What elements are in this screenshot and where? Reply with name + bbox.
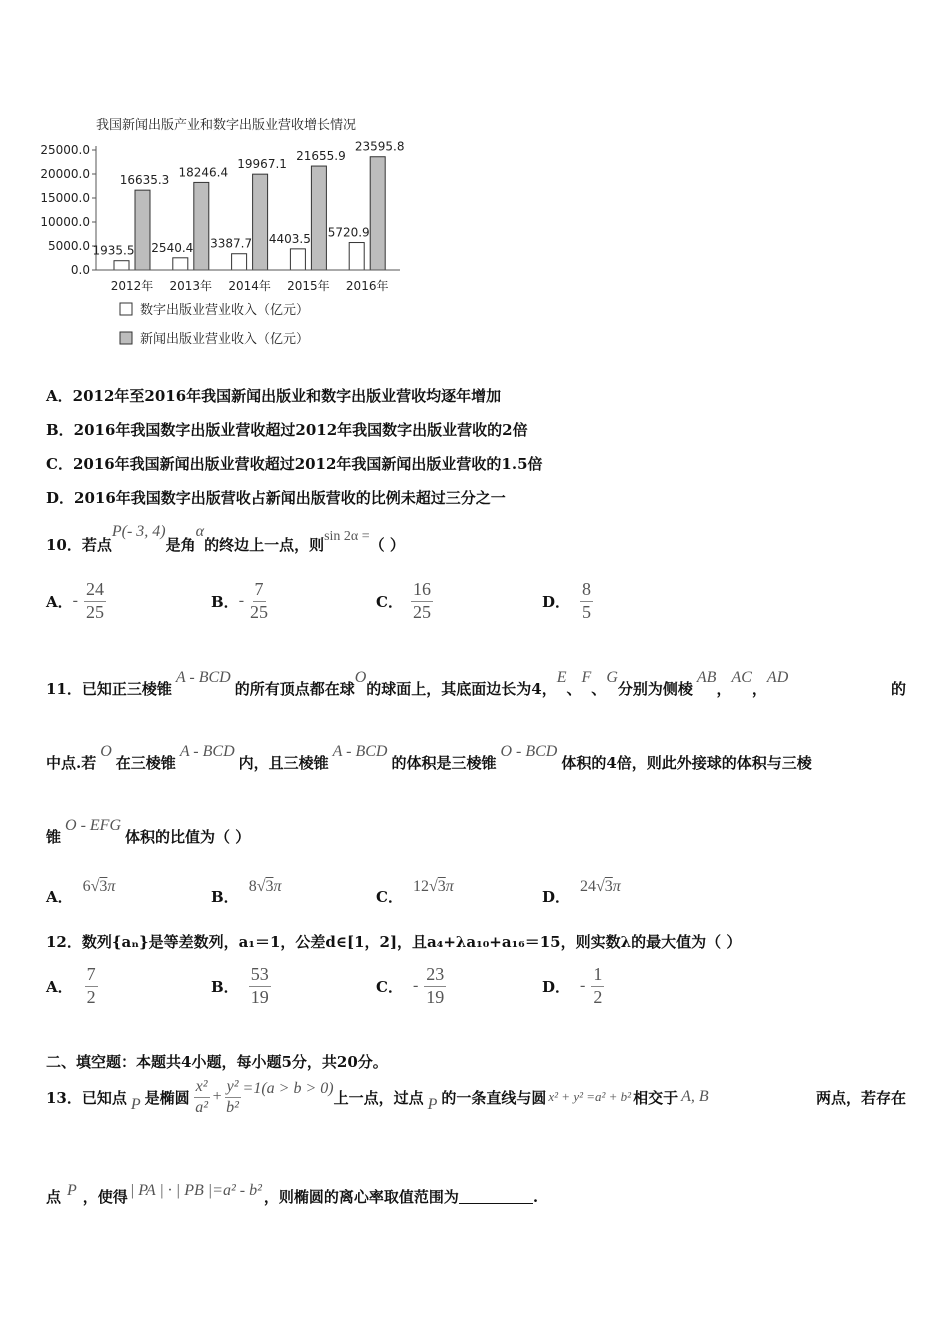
q11-option-b-pi: π [273, 877, 282, 895]
q10-option-b-den: 25 [250, 601, 269, 622]
q10-option-b-fraction [250, 580, 268, 623]
q11-ac: AC [731, 669, 752, 686]
q12-option-d-sign: - [580, 977, 586, 995]
bar [232, 254, 247, 270]
bar-value-label: 3387.7 [210, 236, 253, 251]
q10-expr: sin 2α = [324, 529, 370, 544]
bar [311, 166, 326, 270]
q11-option-d [542, 876, 621, 906]
q13-frac-y [225, 1078, 241, 1116]
q12-option-b-fraction [249, 965, 271, 1008]
legend-label-digital: 数字出版业营业收入（亿元） [140, 303, 310, 318]
bar-chart [40, 110, 420, 355]
y-tick-label: 15000.0 [40, 191, 90, 205]
q12-option-c-fraction [424, 965, 446, 1008]
bar [290, 249, 305, 270]
q12-option-a-num: 7 [85, 965, 98, 987]
q11-sep2: 、 [591, 680, 607, 698]
q12-option-c-label: C． [376, 977, 403, 996]
q11-option-a-pi: π [107, 877, 116, 895]
q11-l2-t4: 的体积是三棱锥 [391, 754, 497, 772]
q10-option-c-num: 16 [411, 580, 433, 602]
q10-option-d [542, 580, 593, 623]
q13-l2-t1: 点 [46, 1188, 62, 1206]
q11-ad: AD [766, 669, 789, 686]
q10-stem [46, 523, 405, 555]
legend-swatch-digital [120, 303, 132, 315]
bar [194, 182, 209, 270]
bar-value-label: 4403.5 [268, 231, 311, 246]
q11-line-3 [46, 817, 251, 847]
q12-option-d [542, 965, 604, 1008]
q11-option-a-label: A． [46, 888, 73, 906]
q10-option-b-sign: - [238, 592, 245, 610]
q12-option-c-den: 19 [426, 986, 445, 1007]
q11-option-d-pi: π [612, 877, 621, 895]
q13-t2: 是椭圆 [144, 1088, 190, 1107]
q11-option-b-label: B． [211, 888, 239, 906]
q13-p2: P [427, 1096, 438, 1114]
bars [93, 140, 405, 270]
q13-l2-t2: ，使得 [82, 1188, 128, 1206]
q12-option-b-num: 53 [249, 965, 271, 987]
q11-option-c-coef: 12 [412, 877, 429, 895]
q11-option-b-coef: 8 [248, 877, 257, 895]
q11-option-d-rad: 3 [604, 877, 613, 895]
bar [135, 190, 150, 270]
y-tick-label: 0.0 [70, 263, 90, 277]
q10-option-a-fraction [84, 580, 106, 623]
q11-l2-t1: 中点.若 [46, 754, 97, 772]
legend-swatch-news [120, 332, 132, 344]
q11-option-a-rad: 3 [99, 877, 108, 895]
q11-t4: 分别为侧棱 [617, 680, 693, 698]
q10-option-c [376, 580, 433, 623]
q13-t4: 的一条直线与圆 [441, 1088, 547, 1107]
answer-blank[interactable] [459, 1189, 533, 1204]
q13-t1: 13．已知点 [46, 1088, 127, 1107]
q11-l2-obcd: O - BCD [500, 743, 558, 760]
q12-option-a-den: 2 [86, 986, 96, 1007]
bar [349, 243, 364, 270]
q11-ab: AB [696, 669, 717, 686]
q11-comma2: ， [751, 680, 767, 698]
q10-option-b-label: B． [211, 592, 239, 611]
chart-title: 我国新闻出版产业和数字出版业营收增长情况 [96, 118, 357, 133]
q11-l3-t1: 锥 [46, 828, 62, 846]
q11-option-a-coef: 6 [82, 877, 91, 895]
q11-t2: 的所有顶点都在球 [234, 680, 355, 698]
q11-pyramid: A - BCD [175, 669, 231, 686]
q12-option-a-fraction [85, 965, 98, 1008]
q11-sphere: O [354, 669, 367, 686]
legend [120, 302, 309, 347]
q10-option-b [211, 580, 268, 623]
bar-value-label: 23595.8 [354, 139, 405, 154]
q12-option-b [211, 965, 271, 1008]
q10-option-c-label: C． [376, 592, 403, 611]
q11-option-c-pi: π [445, 877, 454, 895]
q11-l2-abcd2: A - BCD [332, 743, 388, 760]
y-tick-label: 20000.0 [40, 167, 90, 181]
y-axis [40, 143, 96, 277]
q10-option-c-fraction [411, 580, 433, 623]
q13-frac-x-den: a² [195, 1098, 209, 1116]
q11-l2-t5: 体积的4倍，则此外接球的体积与三棱 [561, 754, 812, 772]
bar-value-label: 1935.5 [92, 243, 135, 258]
q11-l2-t2: 在三棱锥 [115, 754, 176, 772]
q13-frac-x [194, 1078, 210, 1116]
q13-p: P [130, 1096, 141, 1114]
q10-option-a [46, 580, 106, 623]
section-heading: 二、填空题：本题共4小题，每小题5分，共20分。 [46, 1053, 388, 1071]
q11-l2-abcd: A - BCD [179, 743, 235, 760]
q10-point: P(- 3, 4) [111, 523, 166, 540]
q13-l2-expr: | PA | · | PB |=a² - b² [129, 1181, 262, 1199]
y-tick-label: 25000.0 [40, 143, 90, 157]
q12-option-d-den: 2 [593, 986, 603, 1007]
bar-value-label: 2540.4 [151, 240, 194, 255]
q13-frac-x-num: x² [194, 1078, 210, 1098]
bar [173, 258, 188, 270]
q13-cond: =1(a > b > 0) [242, 1080, 334, 1098]
q13-l2-t3: ，则椭圆的离心率取值范围为 [263, 1188, 459, 1206]
q13-l2-end: . [532, 1187, 539, 1206]
q11-option-c-rad: 3 [437, 877, 446, 895]
q11-option-a [46, 876, 116, 906]
q10-option-a-sign: - [72, 592, 78, 610]
q9-option-a: A．2012年至2016年我国新闻出版业和数字出版业营收均逐年增加 [46, 387, 502, 405]
q13-line-2 [46, 1181, 539, 1207]
q11-comma1: ， [716, 680, 732, 698]
q11-option-b-rad: 3 [265, 877, 274, 895]
q11-line-2 [46, 743, 906, 773]
q10-mid2: 的终边上一点，则 [204, 536, 325, 554]
x-tick-label: 2015年 [287, 279, 330, 293]
x-axis [96, 270, 400, 293]
q12-option-b-label: B． [211, 977, 239, 996]
q10-option-c-den: 25 [412, 601, 431, 622]
q10-option-d-num: 8 [580, 580, 593, 602]
q11-e: E [556, 669, 567, 686]
q10-option-a-den: 25 [85, 601, 104, 622]
q13-plus: + [212, 1088, 222, 1106]
bar [114, 261, 129, 270]
q11-sep1: 、 [566, 680, 582, 698]
q12-option-a-label: A． [46, 977, 73, 996]
bar [370, 157, 385, 270]
q12-stem: 12．数列{aₙ}是等差数列，a₁＝1，公差d∈[1，2]，且a₄+λa₁₀+a₁₆＝15，则实数λ的最大值为（ ） [46, 933, 742, 951]
q12-option-a [46, 965, 98, 1008]
q13-frac-y-den: b² [226, 1098, 239, 1116]
q11-g: G [606, 669, 618, 686]
q11-t5: 的 [890, 680, 906, 698]
q11-line-1 [46, 669, 906, 699]
q11-l3-t2: 体积的比值为（ ） [125, 828, 251, 846]
y-tick-label: 10000.0 [40, 215, 90, 229]
q10-mid1: 是角 [165, 536, 196, 554]
bar-value-label: 16635.3 [119, 173, 170, 188]
x-tick-label: 2013年 [169, 279, 213, 293]
q11-option-d-value: 24√3π [580, 877, 621, 895]
q10-option-d-fraction [580, 580, 593, 623]
q12-option-d-num: 1 [591, 965, 604, 987]
q12-option-c [376, 965, 446, 1008]
legend-label-news: 新闻出版业营业收入（亿元） [140, 332, 310, 347]
q10-prefix: 10．若点 [46, 536, 112, 554]
q9-option-b: B．2016年我国数字出版业营收超过2012年我国数字出版业营收的2倍 [46, 421, 528, 439]
q12-option-d-label: D． [542, 977, 571, 996]
q11-option-a-value: 6√3π [82, 877, 116, 895]
q13-t6: 两点，若存在 [815, 1088, 906, 1107]
q13-t5: 相交于 [633, 1088, 679, 1107]
q13-circle: x² + y² =a² + b² [548, 1089, 632, 1105]
q11-t1: 11．已知正三棱锥 [46, 680, 172, 698]
q11-option-c-label: C． [376, 888, 403, 906]
x-tick-label: 2014年 [228, 279, 271, 293]
q12-option-b-den: 19 [250, 986, 269, 1007]
q13-t3: 上一点，过点 [333, 1088, 424, 1107]
q12-option-d-fraction [591, 965, 604, 1008]
q13-frac-y-num: y² [225, 1078, 241, 1098]
bar [253, 174, 268, 270]
q13-l2-p: P [67, 1181, 77, 1199]
q11-option-d-label: D． [542, 888, 571, 906]
q12-option-c-num: 23 [424, 965, 446, 987]
bar-value-label: 5720.9 [327, 225, 370, 240]
q9-option-c: C．2016年我国新闻出版业营收超过2012年我国新闻出版业营收的1.5倍 [46, 455, 543, 473]
q10-option-b-num: 7 [253, 580, 266, 602]
q11-option-b-value: 8√3π [248, 877, 282, 895]
bar-value-label: 18246.4 [178, 165, 229, 180]
bar-value-label: 21655.9 [296, 149, 346, 164]
q11-t3: 的球面上，其底面边长为4， [366, 680, 557, 698]
q9-option-d: D．2016年我国数字出版营收占新闻出版营收的比例未超过三分之一 [46, 489, 506, 507]
q11-option-b [211, 876, 282, 906]
q11-l3-oefg: O - EFG [65, 817, 121, 834]
q10-alpha: α [195, 523, 205, 540]
q11-option-c [376, 876, 454, 906]
q12-option-c-sign: - [412, 977, 419, 995]
y-tick-label: 5000.0 [48, 239, 90, 253]
q11-l2-o: O [100, 743, 112, 760]
x-tick-label: 2012年 [110, 279, 154, 293]
q10-option-d-label: D． [542, 592, 571, 611]
q13-line-1 [46, 1078, 906, 1116]
q10-option-a-label: A． [46, 592, 73, 611]
q11-option-c-value: 12√3π [412, 877, 454, 895]
q11-l2-t3: 内，且三棱锥 [238, 754, 329, 772]
q10-option-d-den: 5 [582, 601, 592, 622]
q10-option-a-num: 24 [84, 580, 106, 602]
q11-option-d-coef: 24 [580, 877, 597, 895]
x-tick-label: 2016年 [345, 279, 389, 293]
bar-value-label: 19967.1 [237, 157, 287, 172]
q13-ab: A, B [681, 1088, 709, 1106]
q11-f: F [581, 669, 592, 686]
q10-paren: （ ） [369, 536, 405, 554]
